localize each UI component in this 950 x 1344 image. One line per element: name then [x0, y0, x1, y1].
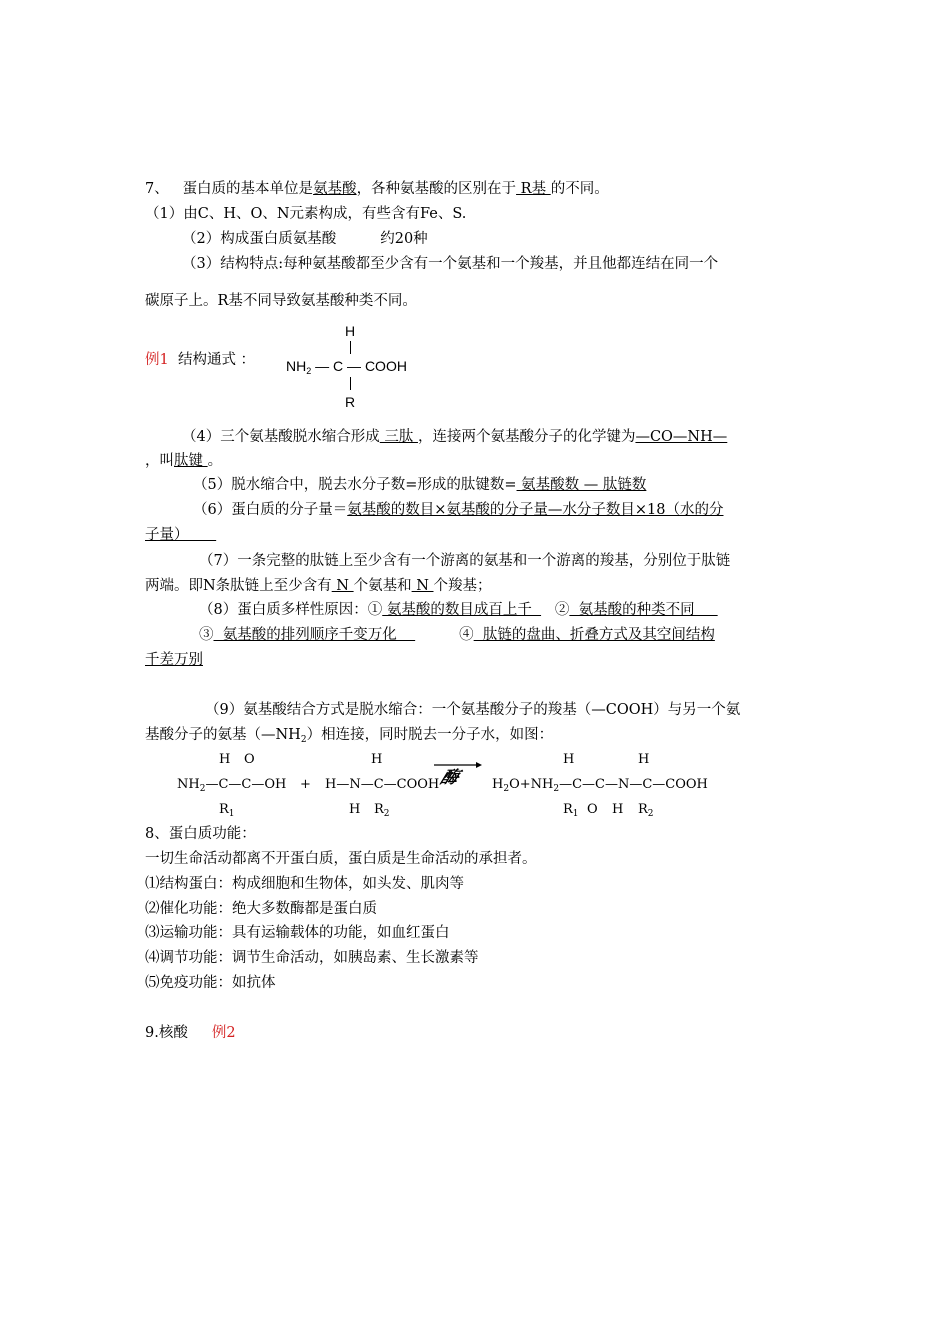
text: ）相连接，同时脱去一分子水，如图： [306, 727, 554, 743]
section-8-title: 8、蛋白质功能： [145, 826, 256, 842]
blank-answer: 氨基酸的种类不同 [569, 602, 718, 618]
rxn-r1 [219, 801, 235, 823]
text: 的不同。 [550, 181, 609, 197]
text: 。 [207, 453, 223, 469]
rxn-o1: O [244, 752, 255, 767]
text: R [374, 802, 384, 817]
rxn-h2: H [371, 752, 383, 767]
subscript: 1 [572, 809, 579, 819]
bond-line [350, 377, 351, 390]
text: R [563, 802, 573, 817]
function-item: ⑶运输功能：具有运输载体的功能，如血红蛋白 [145, 925, 450, 941]
point-8-line2 [199, 626, 715, 644]
text: （4）三个氨基酸脱水缩合形成 [182, 429, 380, 445]
blank-answer: 三肽 [379, 429, 418, 445]
point-3-line1: （3）结构特点:每种氨基酸都至少含有一个氨基和一个羧基，并且他都连结在同一个 [182, 256, 719, 272]
blank-answer: 氨基酸的数目×氨基酸的分子量—水分子数目×18（水的分 [347, 502, 724, 518]
point-8-line3 [145, 651, 203, 669]
blank-answer: 氨基酸数 — 肽链数 [516, 477, 647, 493]
text: NH [177, 777, 200, 792]
point-6-line1 [193, 501, 723, 519]
rxn-r2 [374, 801, 390, 823]
text: H [492, 777, 504, 792]
point-7-line2 [145, 577, 492, 595]
rxn-h4: H [638, 752, 650, 767]
section-9-title: 9.核酸 [145, 1025, 188, 1041]
rxn-h1: H [219, 752, 231, 767]
rxn-molecule-2: H—N—C—COOH [325, 777, 440, 792]
blank-answer: 子量） [145, 527, 217, 543]
rxn-r2b [638, 801, 654, 823]
point-2 [182, 230, 428, 248]
subscript: 2 [553, 784, 560, 794]
formula-c: C [333, 358, 344, 374]
subscript: 1 [228, 809, 235, 819]
formula-nh: NH [286, 358, 307, 374]
rxn-hb: H [349, 802, 361, 817]
enzyme-label: 酶 [437, 768, 462, 788]
blank-answer: 肽键 [174, 453, 208, 469]
subscript: 2 [383, 809, 390, 819]
subscript: 2 [199, 784, 206, 794]
text: —C—C—N—C—COOH [559, 777, 708, 792]
formula-row [286, 357, 407, 380]
section-number: 7、 [145, 181, 169, 197]
formula-h: H [345, 323, 356, 339]
text: ④ [459, 627, 474, 643]
point-5 [193, 476, 646, 494]
subscript: 2 [647, 809, 654, 819]
rxn-r1b [563, 801, 579, 823]
blank-answer: 氨基酸的数目成百上千 [382, 602, 542, 618]
rxn-hb2: H [612, 802, 624, 817]
point-8-line1 [199, 601, 718, 619]
text: 结构通式 ： [177, 352, 256, 368]
rxn-ob: O [587, 802, 598, 817]
blank-answer: N [411, 578, 434, 594]
function-item: ⑵催化功能：绝大多数酶都是蛋白质 [145, 901, 377, 917]
example-label: 例1 [145, 352, 169, 368]
example-label: 例2 [211, 1025, 236, 1041]
rxn-plus: + [300, 777, 311, 792]
text: O+NH [509, 777, 554, 792]
section-7-line [145, 180, 609, 198]
text: R [638, 802, 648, 817]
blank-answer: R基 [516, 181, 551, 197]
text: 个羧基； [433, 578, 492, 594]
point-1: （1）由C、H、O、N元素构成，有些含有Fe、S. [145, 206, 467, 222]
text: ② [554, 602, 570, 618]
function-item: ⑴结构蛋白：构成细胞和生物体，如头发、肌肉等 [145, 876, 464, 892]
point-9-line2 [145, 726, 553, 749]
text: ，各种氨基酸的区别在于 [356, 181, 517, 197]
blank-answer: 肽链的盘曲、折叠方式及其空间结构 [473, 627, 715, 643]
rxn-h3: H [563, 752, 575, 767]
rxn-arrow [432, 757, 482, 787]
text: ，连接两个氨基酸分子的化学键为 [417, 429, 636, 445]
section-8-intro: 一切生命活动都离不开蛋白质，蛋白质是生命活动的承担者。 [145, 851, 537, 867]
blank-answer: 氨基酸 [313, 181, 357, 197]
blank-answer: N [331, 578, 354, 594]
blank-answer: 千差万别 [145, 652, 203, 668]
text: ③ [199, 627, 214, 643]
text: （8）蛋白质多样性原因：① [199, 602, 383, 618]
subscript: 2 [306, 366, 312, 376]
point-4-line2 [145, 452, 222, 470]
text: —C—C—OH [205, 777, 287, 792]
blank-answer: —CO—NH— [635, 429, 728, 445]
bond-line [350, 341, 351, 354]
text: ，叫 [145, 453, 174, 469]
text: R [219, 802, 229, 817]
formula-cooh: COOH [364, 358, 407, 374]
text: 蛋白质的基本单位是 [182, 181, 314, 197]
text: 基酸分子的氨基（—NH [145, 727, 301, 743]
point-4-line1 [182, 428, 727, 446]
subscript: 2 [300, 735, 307, 745]
text: （6）蛋白质的分子量＝ [193, 502, 348, 518]
point-9-line1: （9）氨基酸结合方式是脱水缩合：一个氨基酸分子的羧基（—COOH）与另一个氨 [205, 702, 741, 718]
text: 个氨基和 [353, 578, 412, 594]
point-3-line2: 碳原子上。R基不同导致氨基酸种类不同。 [145, 293, 417, 309]
rxn-product [492, 776, 708, 798]
blank-answer: 氨基酸的排列顺序千变万化 [213, 627, 416, 643]
text: （5）脱水缩合中，脱去水分子数=形成的肽键数= [193, 477, 517, 493]
bond: — [347, 358, 362, 374]
example-1-line [145, 351, 255, 369]
text: 约20种 [380, 231, 428, 247]
formula-r: R [345, 394, 356, 410]
point-6-line2 [145, 526, 216, 544]
section-9-line [145, 1024, 236, 1042]
subscript: 2 [503, 784, 510, 794]
function-item: ⑷调节功能：调节生命活动，如胰岛素、生长激素等 [145, 950, 479, 966]
rxn-molecule-1 [177, 776, 286, 798]
bond: — [315, 358, 330, 374]
function-item: ⑸免疫功能：如抗体 [145, 975, 276, 991]
text: （2）构成蛋白质氨基酸 [182, 231, 337, 247]
text: 两端。即N条肽链上至少含有 [145, 578, 332, 594]
point-7-line1: （7）一条完整的肽链上至少含有一个游离的氨基和一个游离的羧基，分别位于肽链 [199, 553, 731, 569]
